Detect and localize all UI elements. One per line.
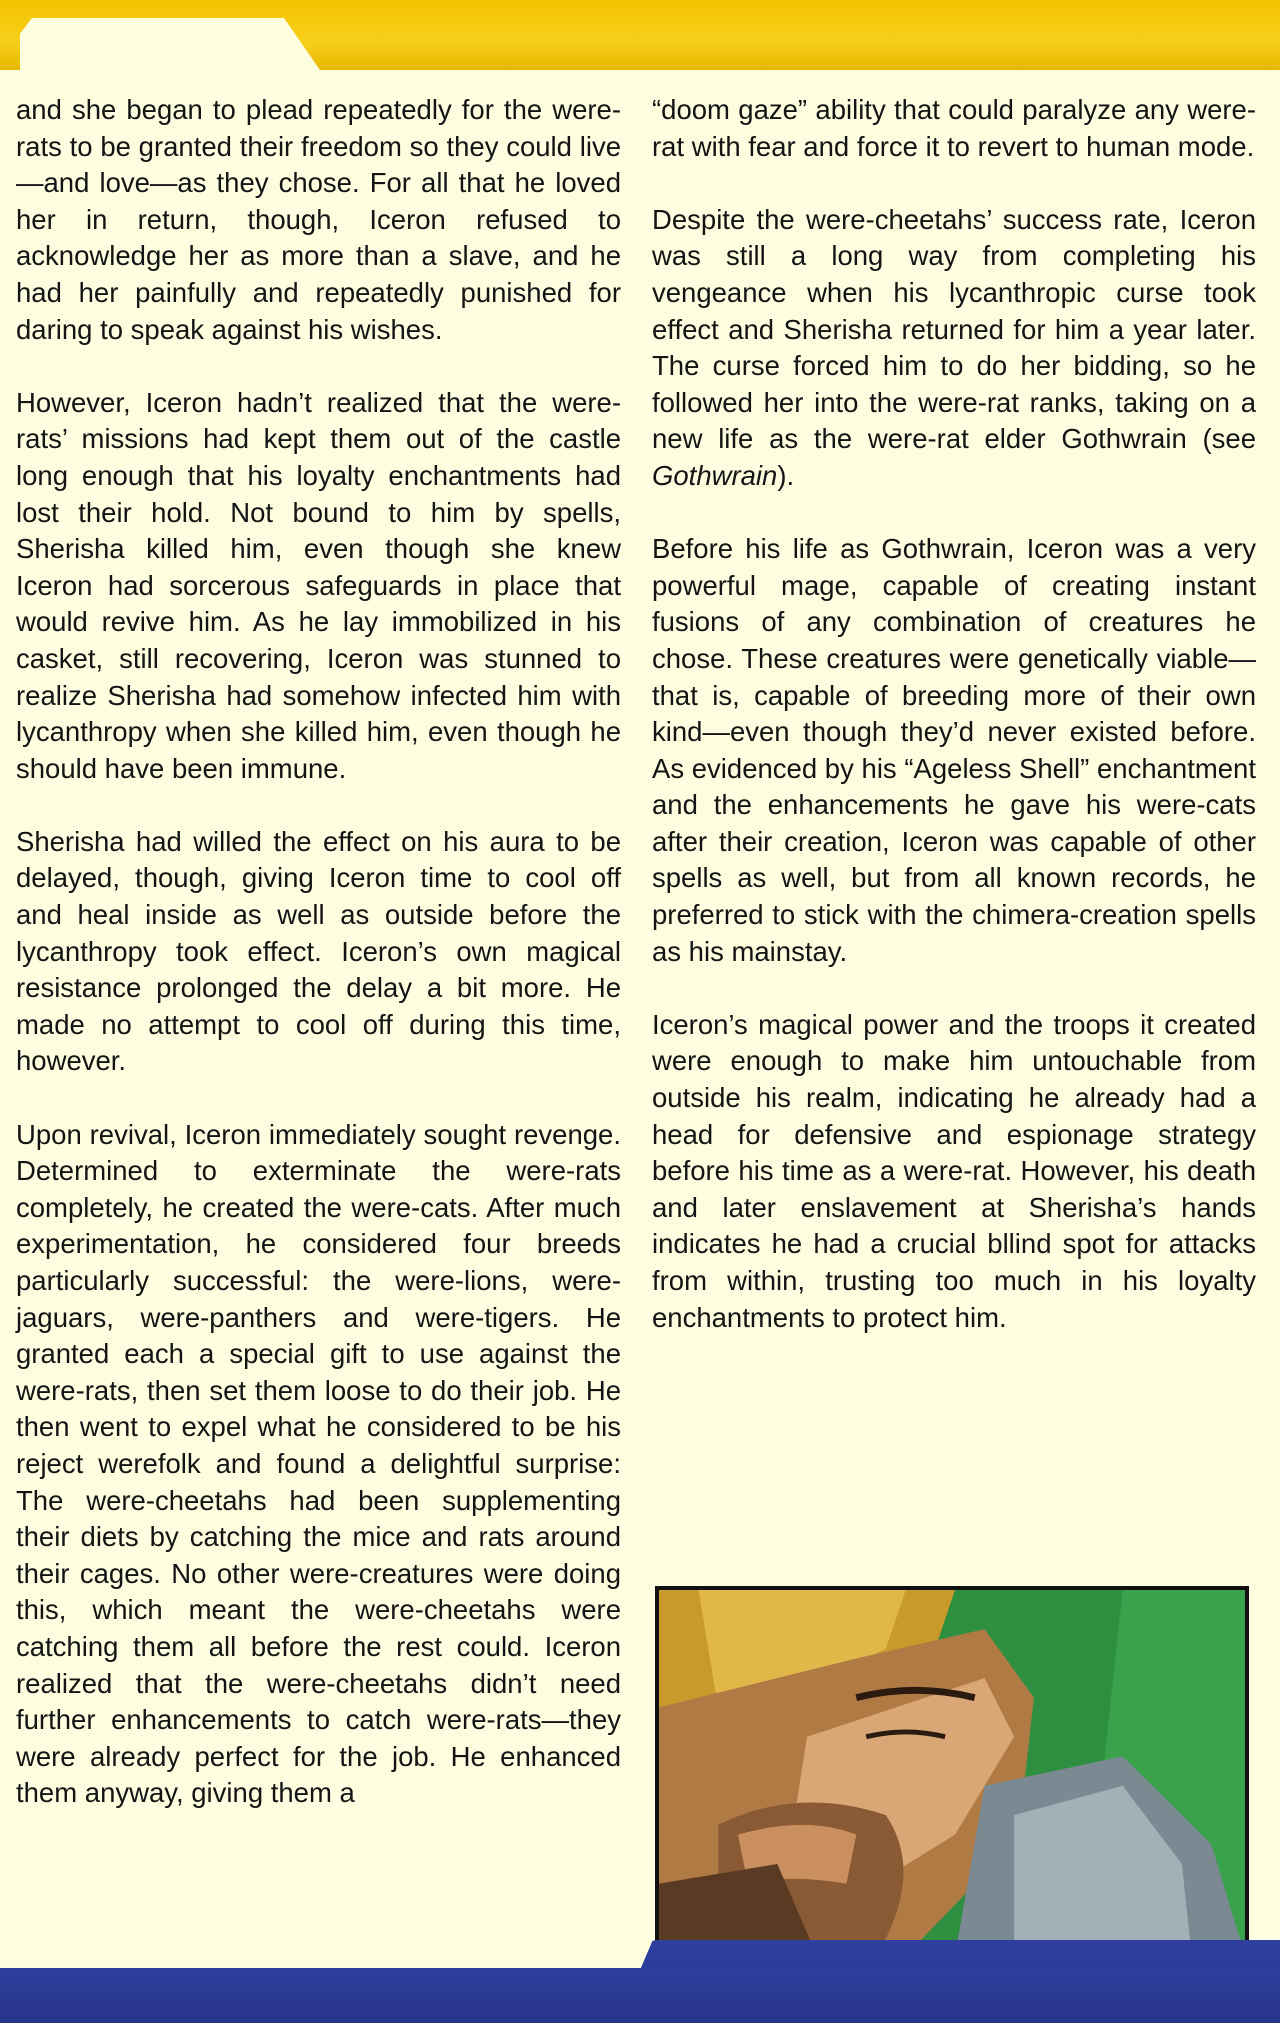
paragraph: Sherisha had willed the effect on his aura to be delayed, though, giving Iceron time to cool off and heal inside as well as outside before the lycanthropy took effect. Iceron’s own magical resistance prolonged the delay a bit more. He made no attempt to cool off during this time, however. [16, 825, 621, 1077]
iceron-portrait-illustration [655, 1586, 1249, 1960]
paragraph: However, Iceron hadn’t realized that the were-rats’ missions had kept them out of the castle long enough that his loyalty enchantments had lost their hold. Not bound to him by spells, Sherisha killed him, even though she knew Iceron had sorcerous safeguards in place that would revive him. As he lay immobilized in his casket, still recovering, Iceron was stunned to realize Sherisha had somehow infected him with lycanthropy when she killed him, even though he should have been immune. [16, 386, 621, 784]
header-tab-shape [20, 18, 320, 70]
gothwrain-reference: Gothwrain [652, 459, 778, 491]
left-text-column [16, 92, 621, 1849]
paragraph-text: Despite the were-cheetahs’ success rate, Iceron was still a long way from completing his vengeance when his lycanthropic curse took effect and Sherisha returned for him a year later. The curse forced him to do her bidding, so he followed her into the were-rat ranks, taking on a new life as the were-rat elder Gothwrain (see [652, 203, 1256, 455]
paragraph-text-end: ). [777, 459, 795, 491]
portrait-art [659, 1590, 1245, 1956]
bottom-footer-band [0, 1968, 1280, 2023]
paragraph: Iceron’s magical power and the troops it created were enough to make him untouchable from outside his realm, indicating he already had a head for defensive and espionage strategy before his time as a were-rat. However, his death and later enslavement at Sherisha’s hands indicates he had a crucial bllind spot for attacks from within, trusting too much in his loyalty enchantments to protect him. [652, 1008, 1256, 1333]
paragraph: “doom gaze” ability that could paralyze any were-rat with fear and force it to revert to human mode. [652, 94, 1256, 162]
paragraph: Before his life as Gothwrain, Iceron was a very powerful mage, capable of creating instant fusions of any combination of creatures he chose. These creatures were genetically viable—that is, capable of breeding more of their own kind—even though they’d never existed before. As evidenced by his “Ageless Shell” enchantment and the enhancements he gave his were-cats after their creation, Iceron was capable of other spells as well, but from all known records, he preferred to stick with the chimera-creation spells as his mainstay. [652, 533, 1256, 967]
paragraph: and she began to plead repeatedly for the were-rats to be granted their freedom so they could live—and love—as they chose. For all that he loved her in return, though, Iceron refused to acknowledge her as more than a slave, and he had her painfully and repeatedly punished for daring to speak against his wishes. [16, 94, 621, 345]
right-text-column [652, 92, 1256, 1373]
footer-tab-shape [640, 1940, 1280, 1970]
paragraph: Upon revival, Iceron immediately sought revenge. Determined to exterminate the were-rats completely, he created the were-cats. After much experimentation, he considered four breeds particularly successful: the were-lions, were-jaguars, were-panthers and were-tigers. He granted each a special gift to use against the were-rats, then set them loose to do their job. He then went to expel what he considered to be his reject werefolk and found a delightful surprise: The were-cheetahs had been supplementing their diets by catching the mice and rats around their cages. No other were-creatures were doing this, which meant the were-cheetahs were catching them all before the rest could. Iceron realized that the were-cheetahs didn’t need further enhancements to catch were-rats—they were already perfect for the job. He enhanced them anyway, giving them a [16, 1118, 621, 1809]
paragraph [652, 202, 1256, 495]
